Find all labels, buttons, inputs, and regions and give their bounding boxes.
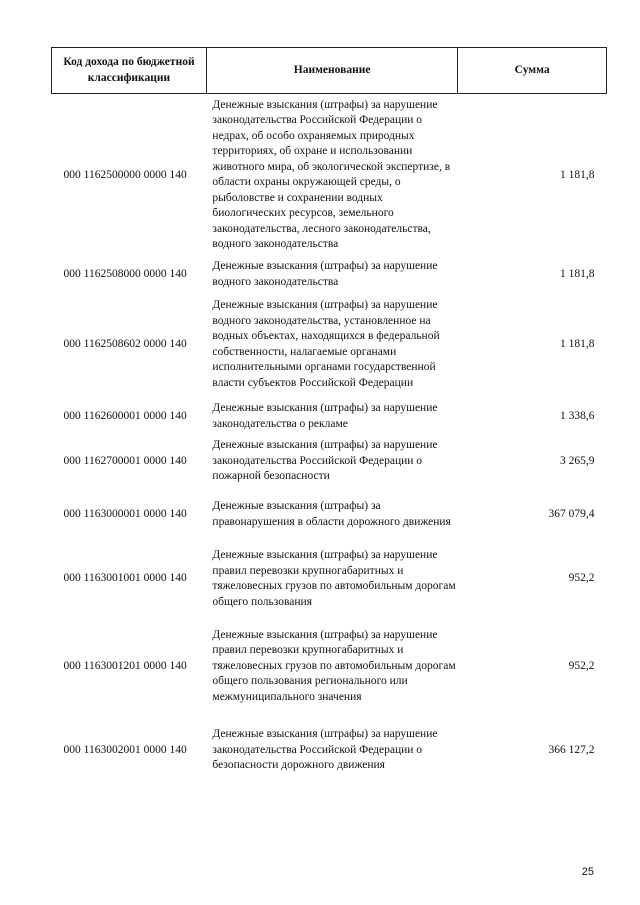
row-name: Денежные взыскания (штрафы) за нарушение законодательства о рекламе: [212, 402, 438, 430]
revenue-table: [51, 47, 607, 784]
row-sum: 952,2: [568, 659, 595, 672]
row-code: 000 1163000001 0000 140: [63, 507, 187, 520]
row-sum: 1 181,8: [560, 337, 595, 350]
row-name: Денежные взыскания (штрафы) за нарушение правил перевозки крупногабаритных и тяжеловесных грузов по автомобильным дорогам общего пользования регионального или межмуниципального значения: [212, 628, 456, 703]
table-row: [52, 397, 607, 437]
row-name: Денежные взыскания (штрафы) за нарушение законодательства Российской Федерации о недрах, об особо охраняемых природных территориях, об охране и использовании животного мира, об экологической экспертизе, в области охраны окружающей среды, о рыболовстве и сохранении водных биологических ресурсов, земельного законодательства, лесного законодательства, водного законодательства: [212, 98, 451, 251]
row-name: Денежные взыскания (штрафы) за нарушение водного законодательства: [212, 260, 438, 288]
row-code: 000 1162508602 0000 140: [63, 337, 187, 350]
table-row: [52, 616, 607, 718]
row-name: Денежные взыскания (штрафы) за правонарушения в области дорожного движения: [212, 500, 451, 528]
table-row: [52, 94, 607, 257]
table-row: [52, 257, 607, 293]
row-sum: 1 338,6: [560, 409, 595, 422]
row-code: 000 1163002001 0000 140: [63, 743, 187, 756]
row-code: 000 1162600001 0000 140: [63, 409, 187, 422]
row-code: 000 1162508000 0000 140: [63, 267, 187, 280]
table-row: [52, 487, 607, 543]
row-name: Денежные взыскания (штрафы) за нарушение законодательства Российской Федерации о пожарной безопасности: [212, 439, 438, 483]
row-name: Денежные взыскания (штрафы) за нарушение водного законодательства, установленное на водных объектах, находящихся в федеральной собственности, налагаемые органами исполнительными органами государственной власти субъектов Российской Федерации: [212, 299, 440, 389]
row-sum: 1 181,8: [560, 267, 595, 280]
row-sum: 366 127,2: [548, 743, 595, 756]
table-header-row: [52, 48, 607, 94]
table-row: [52, 718, 607, 784]
row-code: 000 1163001001 0000 140: [63, 572, 187, 585]
table-row: [52, 543, 607, 616]
header-sum: Сумма: [458, 48, 607, 94]
row-sum: 1 181,8: [560, 168, 595, 181]
page-number: 25: [581, 866, 594, 878]
row-code: 000 1162700001 0000 140: [63, 454, 187, 467]
row-code: 000 1162500000 0000 140: [63, 168, 187, 181]
header-code: Код дохода по бюджетной классификации: [52, 48, 207, 94]
row-code: 000 1163001201 0000 140: [63, 659, 187, 672]
row-sum: 952,2: [568, 572, 595, 585]
row-name: Денежные взыскания (штрафы) за нарушение законодательства Российской Федерации о безопасности дорожного движения: [212, 728, 438, 772]
header-name: Наименование: [206, 48, 457, 94]
table-row: [52, 437, 607, 487]
table-row: [52, 293, 607, 397]
row-sum: 367 079,4: [548, 507, 595, 520]
row-sum: 3 265,9: [560, 454, 595, 467]
row-name: Денежные взыскания (штрафы) за нарушение правил перевозки крупногабаритных и тяжеловесных грузов по автомобильным дорогам общего пользования: [212, 549, 456, 608]
